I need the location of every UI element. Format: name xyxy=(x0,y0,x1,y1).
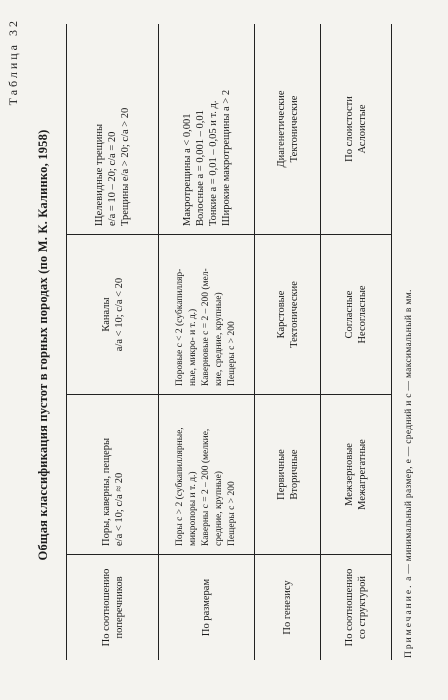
table-row xyxy=(255,24,321,660)
table-number: Таблица 32 xyxy=(6,18,20,106)
cell-line: Широкие макротрещины a > 2 xyxy=(220,89,232,226)
cell-line: Пещеры c > 200 xyxy=(227,321,237,386)
table-row xyxy=(321,24,391,660)
cell-line: Тектонические xyxy=(288,281,300,348)
cell-line: Согласные xyxy=(344,290,355,339)
cell-line: Аслоистые xyxy=(357,104,368,154)
cell-line: Щелевидные трещины xyxy=(94,123,105,226)
row-criterion xyxy=(321,555,391,660)
cell-line: средние, крупные) xyxy=(214,471,224,546)
channels-cell xyxy=(67,235,158,395)
cell-line: Первичные xyxy=(275,449,287,500)
cell-line: Трещины e/a > 20; c/a > 20 xyxy=(120,107,131,226)
cracks-cell xyxy=(321,24,391,235)
table-note xyxy=(404,20,414,658)
cell-line: Каналы xyxy=(100,297,112,332)
cell-line: микропоры и т. д.) xyxy=(188,471,198,546)
cell-line: Поры c > 2 (субкапиллярные, xyxy=(175,427,185,546)
cracks-cell xyxy=(255,24,320,235)
cell-line: a/a < 10; c/a < 20 xyxy=(113,277,125,352)
classification-table xyxy=(66,24,392,660)
pores-cell xyxy=(255,395,320,555)
cell-line: Пещеры c > 200 xyxy=(227,481,237,546)
criterion-label: По размерам xyxy=(201,578,212,637)
cell-line: Каверновые c = 2 – 200 (мел- xyxy=(201,268,211,386)
pores-cell xyxy=(67,395,158,555)
criterion-label: По соотношению поперечников xyxy=(100,568,125,647)
row-criterion xyxy=(255,555,320,660)
cell-line: Тонкие a = 0,01 – 0,05 и т. д. xyxy=(207,100,219,226)
criterion-label: По генезису xyxy=(282,580,293,635)
cell-line: Каверны c = 2 – 200 (мелкие, xyxy=(201,428,211,546)
cell-line: ные, микро- и т. д.) xyxy=(188,308,198,386)
row-criterion xyxy=(159,555,254,660)
cell-line: Межзерновые xyxy=(344,443,355,506)
table-title: Общая классификация пустот в горных породах (по М. К. Калинко, 1958) xyxy=(36,129,50,561)
criterion-label: По соотношению со структурой xyxy=(344,568,368,647)
cell-line: Межагрегатные xyxy=(357,439,368,510)
cell-line: Тектонические xyxy=(288,95,300,163)
cell-line: e/a < 10; c/a ≈ 20 xyxy=(113,472,125,546)
pores-cell xyxy=(159,395,254,555)
channels-cell xyxy=(321,235,391,395)
cell-line: Макротрещины a < 0,001 xyxy=(181,113,193,226)
row-criterion xyxy=(67,555,158,660)
table-row xyxy=(67,24,159,660)
channels-cell xyxy=(255,235,320,395)
table-row xyxy=(159,24,255,660)
cell-line: Поровые c < 2 (субкапилляр- xyxy=(175,268,185,386)
cell-line: Несогласные xyxy=(357,285,368,344)
pores-cell xyxy=(321,395,391,555)
note-text: a — минимальный размер, e — средний и c — максимальный в мм. xyxy=(404,289,414,581)
channels-cell xyxy=(159,235,254,395)
cell-line: Волосные a = 0,001 – 0,01 xyxy=(194,110,206,226)
note-lead: Примечание. xyxy=(404,583,414,658)
cell-line: По слоистости xyxy=(344,96,355,162)
cell-line: Вторичные xyxy=(288,449,300,500)
cell-line: кие, средние, крупные) xyxy=(214,292,224,386)
cell-line: Диагенетические xyxy=(275,90,287,168)
cracks-cell xyxy=(159,24,254,235)
cell-line: Карстовые xyxy=(275,290,287,339)
cell-line: Поры, каверны, пещеры xyxy=(100,437,112,546)
cracks-cell xyxy=(67,24,158,235)
cell-line: e/a = 10 – 20; c/a = 20 xyxy=(107,131,118,226)
